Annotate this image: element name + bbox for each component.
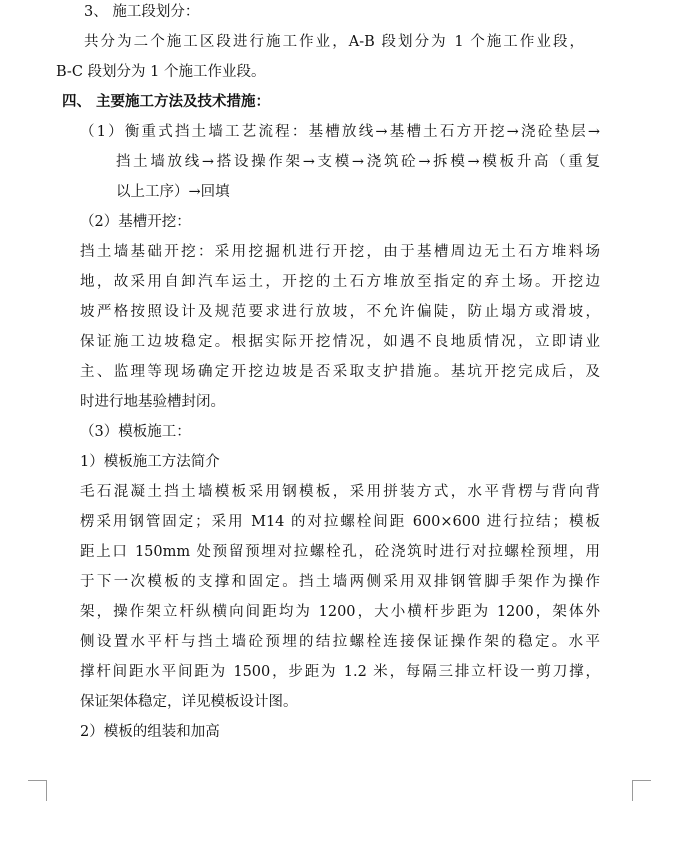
section-4-heading: 四、 主要施工方法及技术措施： [62, 93, 271, 110]
item-1-line: 挡土墙放线→搭设操作架→支模→浇筑砼→拆模→模板升高（重复 [116, 154, 600, 170]
paragraph-line: 楞采用钢管固定；采用 M14 的对拉螺栓间距 600×600 进行拉结；模板 [80, 514, 600, 530]
paragraph-line: 距上口 150mm 处预留预埋对拉螺栓孔，砼浇筑时进行对拉螺栓预埋，用 [80, 544, 600, 560]
paragraph-line: 主、监理等现场确定开挖边坡是否采取支护措施。基坑开挖完成后，及 [80, 364, 600, 380]
paragraph-line: B-C 段划分为 1 个施工作业段。 [56, 64, 266, 80]
paragraph-line: 挡土墙基础开挖：采用挖掘机进行开挖，由于基槽周边无土石方堆料场 [80, 244, 600, 260]
paragraph-line: 架，操作架立杆纵横向间距均为 1200，大小横杆步距为 1200，架体外 [80, 604, 600, 620]
subheading: 1）模板施工方法简介 [80, 454, 220, 470]
margin-corner-mark-left [28, 780, 47, 801]
paragraph-line: 坡严格按照设计及规范要求进行放坡，不允许偏陡，防止塌方或滑坡， [80, 304, 600, 320]
paragraph-line: 保证施工边坡稳定。根据实际开挖情况，如遇不良地质情况，立即请业 [80, 334, 600, 350]
item-2-heading: （2）基槽开挖： [80, 214, 191, 230]
paragraph-line: 毛石混凝土挡土墙模板采用钢模板，采用拼装方式，水平背楞与背向背 [80, 484, 600, 500]
paragraph-line: 于下一次模板的支撑和固定。挡土墙两侧采用双排钢管脚手架作为操作 [80, 574, 600, 590]
margin-corner-mark-right [632, 780, 651, 801]
paragraph-line: 保证架体稳定，详见模板设计图。 [80, 694, 298, 710]
item-3-heading: （3）模板施工： [80, 424, 191, 440]
paragraph-line: 撑杆间距水平间距为 1500，步距为 1.2 米，每隔三排立杆设一剪刀撑， [80, 664, 600, 680]
paragraph-line: 地，故采用自卸汽车运土，开挖的土石方堆放至指定的弃土场。开挖边 [80, 274, 600, 290]
subheading: 2）模板的组装和加高 [80, 724, 220, 740]
paragraph-line: 时进行地基验槽封闭。 [80, 394, 225, 410]
item-1-line: （1）衡重式挡土墙工艺流程：基槽放线→基槽土石方开挖→浇砼垫层→ [80, 124, 600, 140]
paragraph-line: 侧设置水平杆与挡土墙砼预埋的结拉螺栓连接保证操作架的稳定。水平 [80, 634, 600, 650]
item-1-line: 以上工序）→回填 [116, 184, 230, 200]
paragraph-line: 共分为二个施工区段进行施工作业，A-B 段划分为 1 个施工作业段， [84, 34, 584, 50]
section-3-heading: 3、 施工段划分： [84, 4, 200, 20]
